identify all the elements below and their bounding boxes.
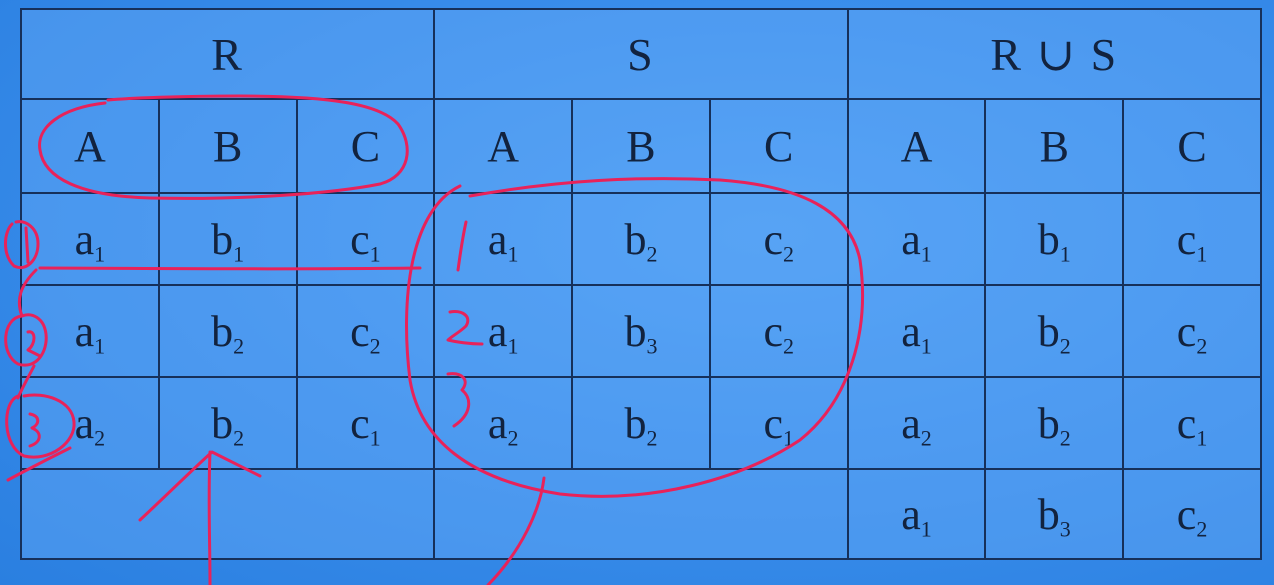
table-row	[21, 377, 1261, 469]
union-cell: $c_2$	[1123, 469, 1261, 559]
s-empty-cell	[434, 469, 847, 559]
union-cell: $a_2$	[848, 377, 986, 469]
s-cell: $a_2$	[434, 377, 572, 469]
r-col-header: C	[297, 99, 435, 193]
r-cell: $c_1$	[297, 193, 435, 285]
s-cell: $a_1$	[434, 285, 572, 377]
s-cell: $b_2$	[572, 377, 710, 469]
s-col-header: C	[710, 99, 848, 193]
column-header-row	[21, 99, 1261, 193]
r-cell: $c_2$	[297, 285, 435, 377]
s-col-header: A	[434, 99, 572, 193]
r-cell: $b_2$	[159, 285, 297, 377]
table-row	[21, 469, 1261, 559]
r-cell: $a_1$	[21, 285, 159, 377]
union-col-header: C	[1123, 99, 1261, 193]
s-cell: $b_2$	[572, 193, 710, 285]
r-cell: $b_1$	[159, 193, 297, 285]
s-cell: $c_1$	[710, 377, 848, 469]
s-cell: $c_2$	[710, 285, 848, 377]
union-cell: $a_1$	[848, 285, 986, 377]
r-col-header: A	[21, 99, 159, 193]
union-col-header: B	[985, 99, 1123, 193]
r-cell: $a_1$	[21, 193, 159, 285]
set-union-table	[20, 8, 1262, 560]
s-cell: $a_1$	[434, 193, 572, 285]
r-cell: $c_1$	[297, 377, 435, 469]
r-cell: $b_2$	[159, 377, 297, 469]
union-cell: $b_1$	[985, 193, 1123, 285]
s-col-header: B	[572, 99, 710, 193]
r-col-header: B	[159, 99, 297, 193]
relation-title-row	[21, 9, 1261, 99]
union-cell: $b_3$	[985, 469, 1123, 559]
s-cell: $c_2$	[710, 193, 848, 285]
union-cell: $a_1$	[848, 193, 986, 285]
table-row	[21, 285, 1261, 377]
relation-r-title: R	[21, 9, 434, 99]
union-cell: $a_1$	[848, 469, 986, 559]
union-cell: $b_2$	[985, 377, 1123, 469]
r-cell: $a_2$	[21, 377, 159, 469]
union-cell: $c_1$	[1123, 193, 1261, 285]
relation-s-title: S	[434, 9, 847, 99]
table-row	[21, 193, 1261, 285]
union-cell: $c_1$	[1123, 377, 1261, 469]
r-empty-cell	[21, 469, 434, 559]
union-col-header: A	[848, 99, 986, 193]
union-cell: $b_2$	[985, 285, 1123, 377]
s-cell: $b_3$	[572, 285, 710, 377]
relation-union-title: R ∪ S	[848, 9, 1261, 99]
union-cell: $c_2$	[1123, 285, 1261, 377]
